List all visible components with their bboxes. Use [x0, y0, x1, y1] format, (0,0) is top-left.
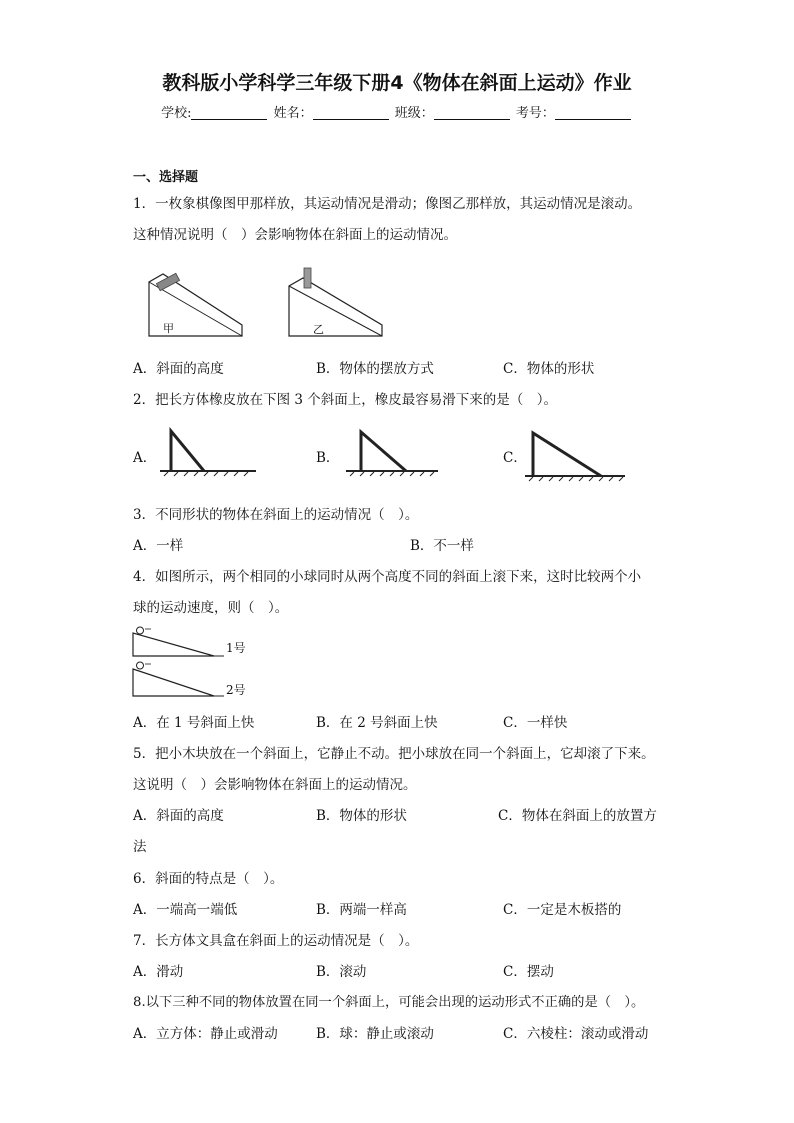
fig-label-yi: 乙	[313, 323, 324, 336]
name-label: 姓名：	[273, 106, 313, 121]
q7-option-b[interactable]: B．滚动	[316, 964, 367, 980]
q4-option-a[interactable]: A．在 1 号斜面上快	[133, 715, 255, 731]
slope-yi	[289, 278, 382, 336]
q1-stem-line1: 1．一枚象棋像图甲那样放，其运动情况是滑动；像图乙那样放，其运动情况是滚动。	[133, 196, 642, 212]
q2-option-c[interactable]: C．	[503, 450, 527, 466]
class-blank[interactable]	[434, 105, 510, 120]
q1-option-c[interactable]: C．物体的形状	[503, 361, 595, 377]
q4-stem-line2: 球的运动速度，则（ ）。	[133, 600, 289, 616]
q5-option-c[interactable]: C．物体在斜面上的放置方	[498, 808, 657, 824]
fig-label-jia: 甲	[163, 322, 174, 335]
page-title: 教科版小学科学三年级下册4《物体在斜面上运动》作业	[162, 72, 632, 94]
q3-option-b[interactable]: B．不一样	[410, 538, 474, 554]
school-label: 学校:	[161, 106, 192, 121]
q2-option-b[interactable]: B．	[316, 450, 340, 466]
q6-option-a[interactable]: A．一端高一端低	[133, 902, 238, 918]
q6-option-c[interactable]: C．一定是木板搭的	[503, 902, 622, 918]
q2-slope-c	[525, 428, 627, 483]
q8-stem: 8.以下三种不同的物体放置在同一个斜面上，可能会出现的运动形式不正确的是（ ）。	[133, 995, 645, 1010]
q5-option-c-wrap: 法	[133, 839, 147, 855]
q2-option-a[interactable]: A．	[133, 450, 157, 466]
q8-option-b[interactable]: B．球：静止或滚动	[316, 1026, 434, 1042]
q5-option-a[interactable]: A．斜面的高度	[133, 808, 224, 824]
q1-option-b[interactable]: B．物体的摆放方式	[316, 361, 434, 377]
slope-label-1: 1号	[226, 641, 246, 655]
q2-slope-a	[160, 428, 260, 478]
q3-stem: 3．不同形状的物体在斜面上的运动情况（ ）。	[133, 507, 419, 523]
slope-2	[133, 669, 214, 696]
q7-stem: 7．长方体文具盒在斜面上的运动情况是（ ）。	[133, 933, 419, 949]
number-label: 考号：	[515, 106, 555, 121]
q1-stem-line2: 这种情况说明（ ）会影响物体在斜面上的运动情况。	[133, 227, 457, 243]
q2-stem: 2．把长方体橡皮放在下图 3 个斜面上，橡皮最容易滑下来的是（ ）。	[133, 392, 558, 408]
q8-option-a[interactable]: A．立方体：静止或滑动	[133, 1026, 278, 1042]
slope-label-2: 2号	[226, 683, 246, 697]
q1-figure-jia	[145, 268, 245, 338]
chess-piece-upright	[304, 268, 311, 288]
q1-option-a[interactable]: A．斜面的高度	[133, 361, 224, 377]
q2-slope-b	[346, 428, 442, 478]
q3-option-a[interactable]: A．一样	[133, 538, 184, 554]
q5-stem-line2: 这说明（ ）会影响物体在斜面上的运动情况。	[133, 777, 417, 793]
q7-option-a[interactable]: A．滑动	[133, 964, 184, 980]
student-info-line	[0, 102, 794, 121]
q4-option-b[interactable]: B．在 2 号斜面上快	[316, 715, 438, 731]
q6-option-b[interactable]: B．两端一样高	[316, 902, 407, 918]
q1-figure-yi	[285, 268, 385, 338]
q6-stem: 6．斜面的特点是（ ）。	[133, 871, 284, 887]
ball-2	[137, 662, 144, 669]
slope-1	[133, 633, 214, 656]
q8-option-c[interactable]: C．六棱柱：滚动或滑动	[503, 1026, 649, 1042]
class-label: 班级：	[394, 106, 434, 121]
q4-option-c[interactable]: C．一样快	[503, 715, 568, 731]
number-blank[interactable]	[555, 105, 631, 120]
name-blank[interactable]	[313, 105, 389, 120]
section-heading: 一、选择题	[133, 170, 199, 185]
q5-stem-line1: 5．把小木块放在一个斜面上，它静止不动。把小球放在同一个斜面上，它却滚了下来。	[133, 746, 655, 762]
ball-1	[137, 627, 144, 634]
q7-option-c[interactable]: C．摆动	[503, 964, 554, 980]
q5-option-b[interactable]: B．物体的形状	[316, 808, 407, 824]
school-blank[interactable]	[191, 105, 267, 120]
q4-stem-line1: 4．如图所示，两个相同的小球同时从两个高度不同的斜面上滚下来，这时比较两个小	[133, 569, 642, 585]
